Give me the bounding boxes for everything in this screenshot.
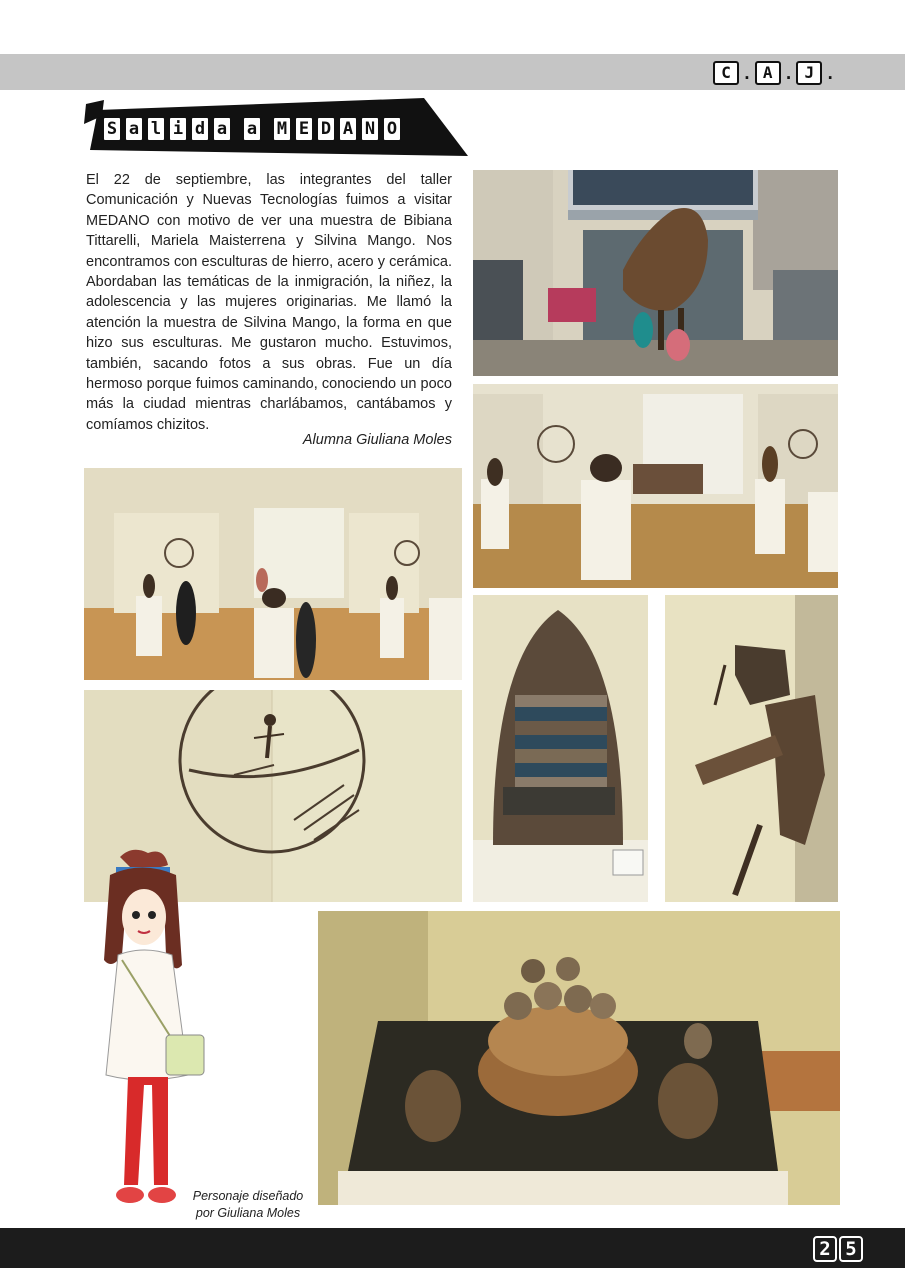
title-letter: O	[382, 116, 402, 142]
logo-letter: J	[796, 61, 822, 85]
ceramic-figures-photo	[318, 911, 840, 1205]
title-letter: M	[272, 116, 292, 142]
page-digit: 5	[839, 1236, 863, 1262]
iron-figure-photo	[665, 595, 838, 902]
title-letter: D	[316, 116, 336, 142]
building-sculpture-photo	[473, 170, 838, 376]
article-signature: Alumna Giuliana Moles	[302, 432, 452, 448]
caj-logo: C . A . J .	[713, 61, 835, 85]
article-paragraph: El 22 de septiembre, las integrantes del taller Comunicación y Nuevas Tecnologías fuimos a visitar MEDANO con motivo de ver una muestra de Bibiana Tittarelli, Mariela Maisterrena y Silvina Mango. Nos encontramos con esculturas de hierro, acero y cerámica. Abordaban las temáticas de la inmigración, la niñez, la adolescencia y las mujeres originarias. Me llamó la atención la muestra de Silvina Mango, la forma en que hizo sus esculturas. Me gustaron mucho. Estuvimos, también, sacando fotos a sus obras. Fue un día hermoso porque fuimos caminando, conociendo un poco más la ciudad mientras charlábamos, cantábamos y comíamos chizitos.	[86, 172, 452, 433]
article-body	[86, 170, 452, 435]
gallery-room-photo	[473, 384, 838, 588]
title-letter: l	[146, 116, 166, 142]
girl-illustration	[92, 845, 222, 1230]
title-text	[102, 116, 402, 142]
title-letter: d	[190, 116, 210, 142]
credit-line: Personaje diseñado	[192, 1189, 304, 1203]
title-letter: A	[338, 116, 358, 142]
page-title	[84, 94, 474, 160]
logo-letter: A	[755, 61, 781, 85]
title-letter: a	[242, 116, 262, 142]
illustration-credit	[178, 1188, 318, 1222]
title-letter: i	[168, 116, 188, 142]
footer-band	[0, 1228, 905, 1268]
title-letter: a	[124, 116, 144, 142]
credit-line: por Giuliana Moles	[195, 1206, 301, 1220]
title-letter: a	[212, 116, 232, 142]
page-digit: 2	[813, 1236, 837, 1262]
title-letter: S	[102, 116, 122, 142]
title-letter: N	[360, 116, 380, 142]
title-letter: E	[294, 116, 314, 142]
logo-letter: C	[713, 61, 739, 85]
page-number	[813, 1236, 863, 1262]
gallery-room-photo	[84, 468, 462, 680]
ceramic-textile-photo	[473, 595, 648, 902]
